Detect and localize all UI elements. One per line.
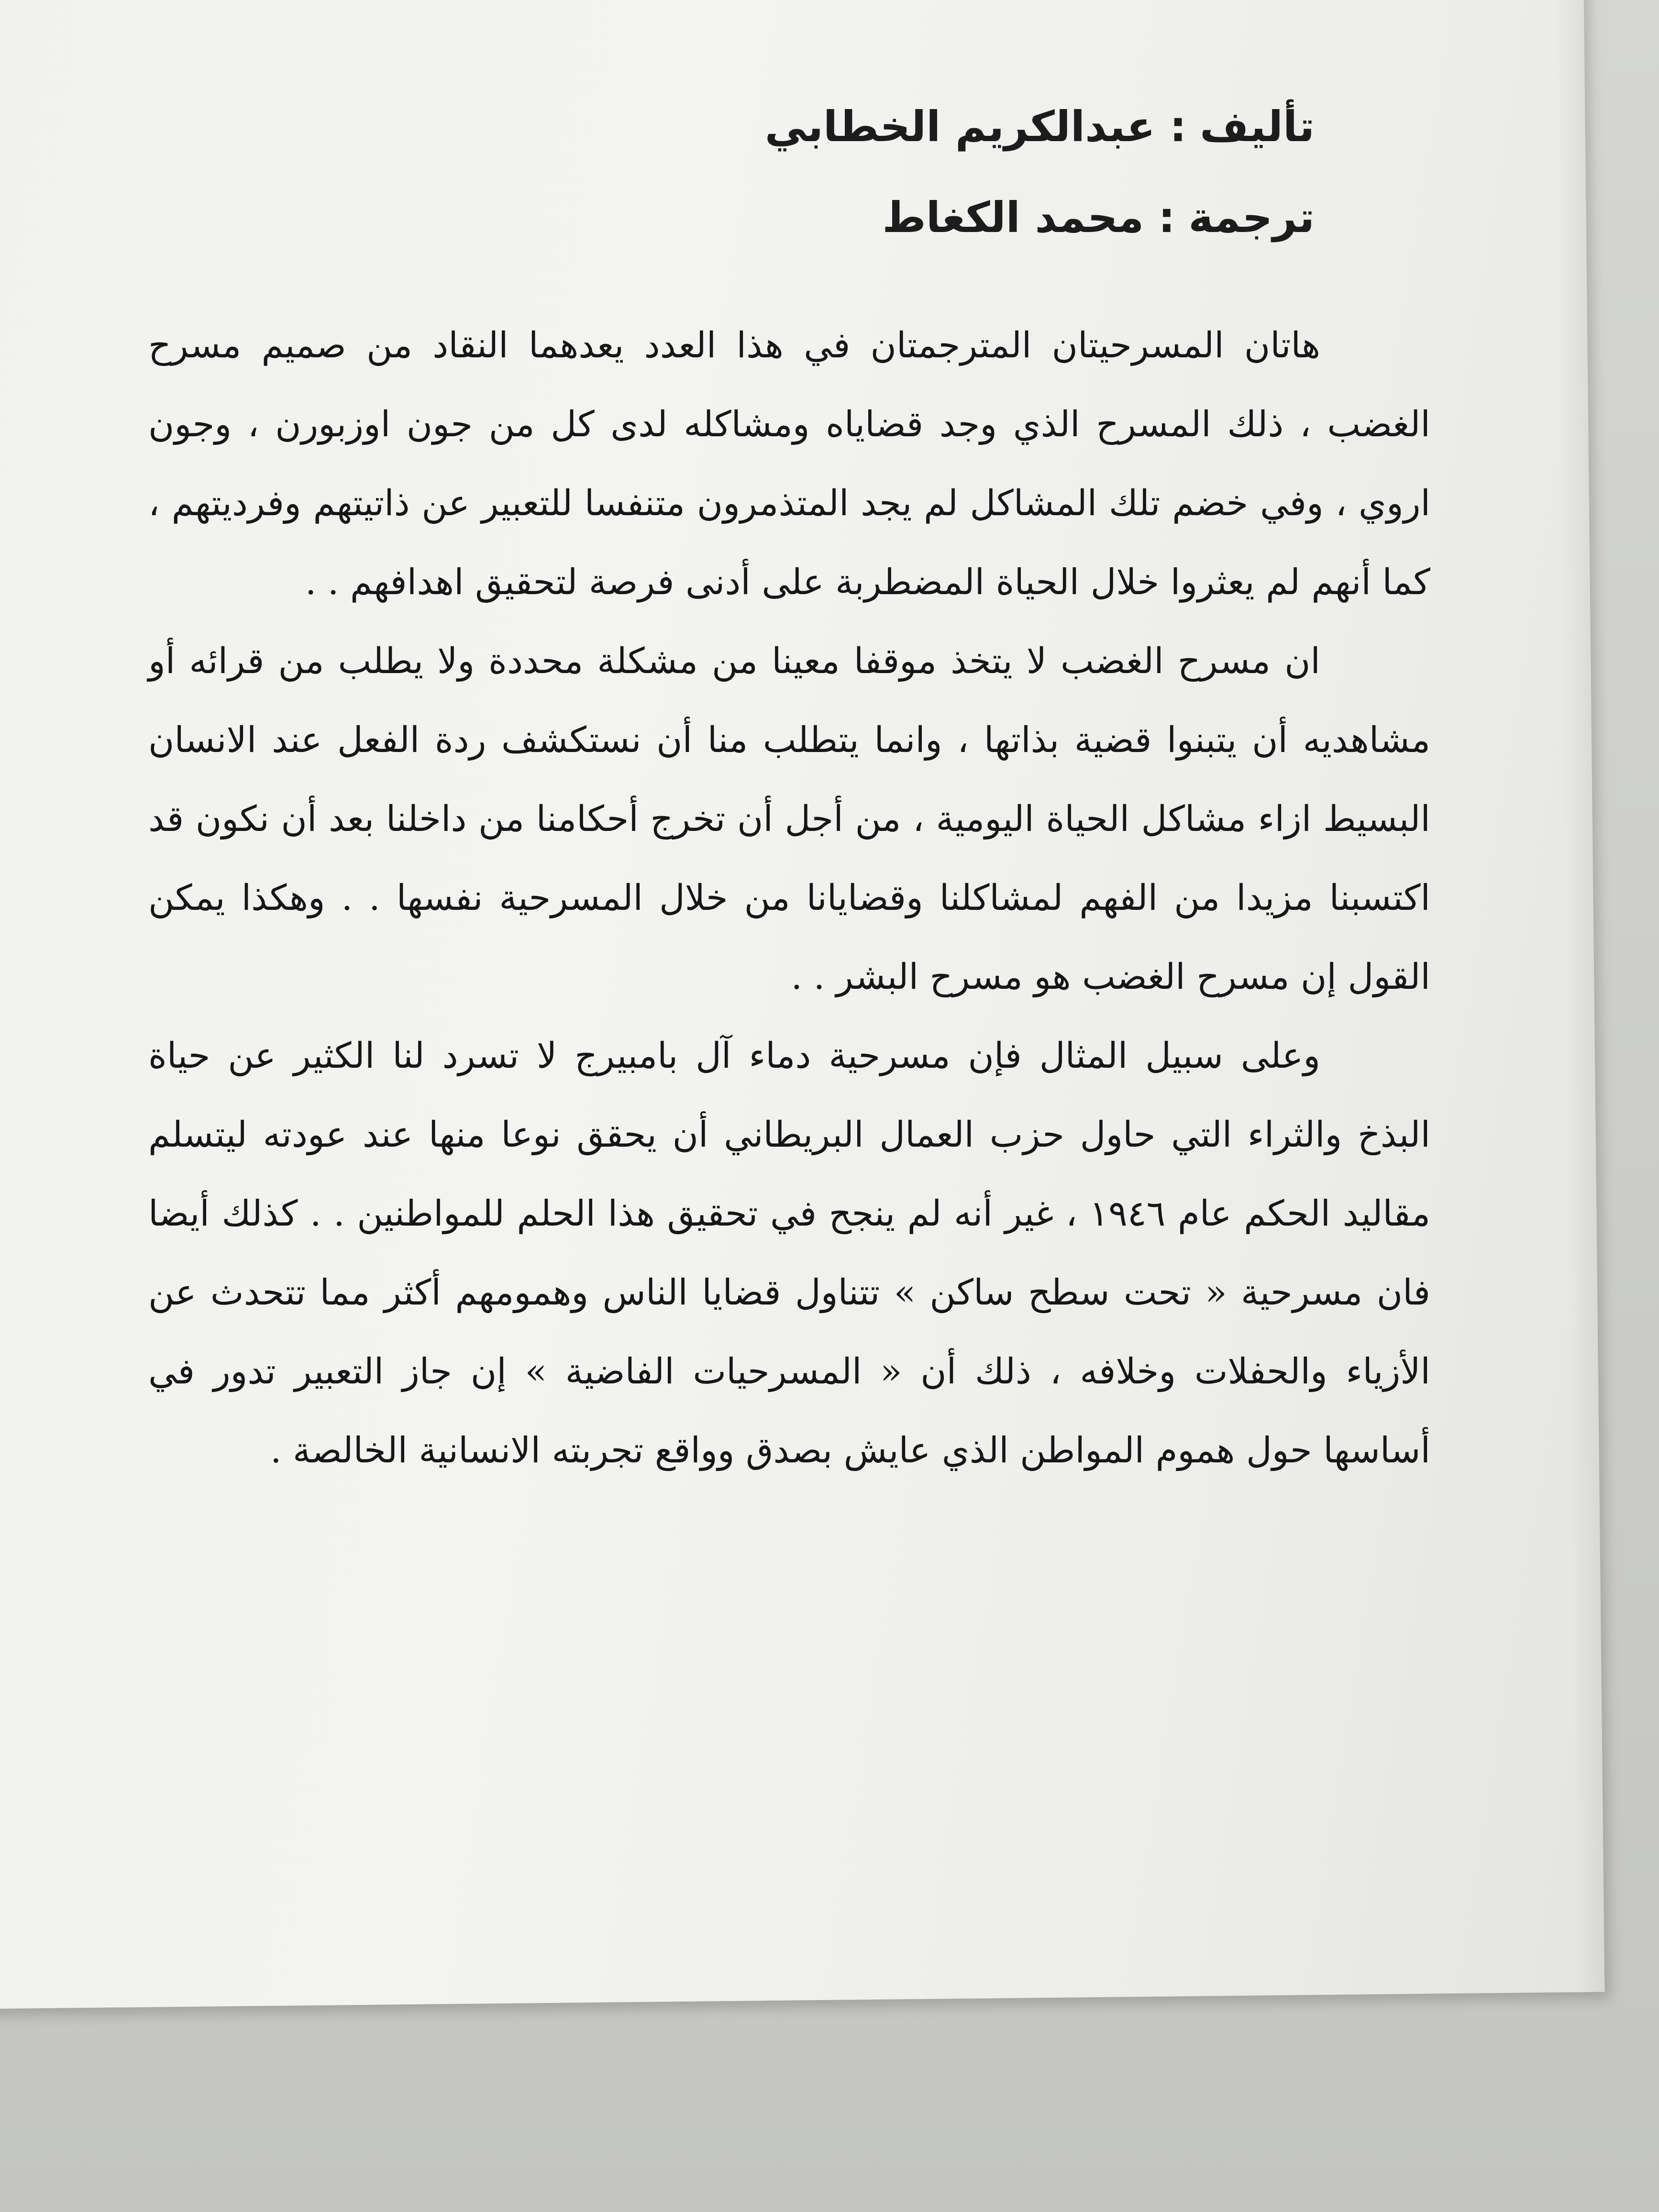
author-label: تأليف: [1200, 102, 1315, 151]
translator-name: محمد الكغاط: [882, 193, 1144, 242]
author-name: عبدالكريم الخطابي: [764, 102, 1155, 151]
credits-block: [549, 81, 1315, 263]
translator-label: ترجمة: [1188, 193, 1315, 242]
paragraph-3: وعلى سبيل المثال فإن مسرحية دماء آل بامبيرج لا تسرد لنا الكثير عن حياة البذخ والثراء التي حاول حزب العمال البريطاني أن يحقق نوعا منها عند عودته ليتسلم مقاليد الحكم عام ١٩٤٦ ، غير أنه لم ينجح في تحقيق هذا الحلم للمواطنين . . كذلك أيضا فان مسرحية « تحت سطح ساكن » تتناول قضايا الناس وهمومهم أكثر مما تتحدث عن الأزياء والحفلات وخلافه ، ذلك أن « المسرحيات الفاضية » إن جاز التعبير تدور في أساسها حول هموم المواطن الذي عايش بصدق وواقع تجربته الانسانية الخالصة .: [148, 1035, 1430, 1471]
credit-separator: :: [1169, 102, 1187, 151]
paragraph-1: هاتان المسرحيتان المترجمتان في هذا العدد يعدهما النقاد من صميم مسرح الغضب ، ذلك المسرح الذي وجد قضاياه ومشاكله لدى كل من جون اوزبورن ، وجون اروي ، وفي خضم تلك المشاكل لم يجد المتذمرون متنفسا للتعبير عن ذاتيتهم وفرديتهم ، كما أنهم لم يعثروا خلال الحياة المضطربة على أدنى فرصة لتحقيق اهدافهم . .: [148, 325, 1430, 603]
translator-credit: [549, 172, 1315, 263]
paragraph-2: ان مسرح الغضب لا يتخذ موقفا معينا من مشكلة محددة ولا يطلب من قرائه أو مشاهديه أن يتبنوا قضية بذاتها ، وانما يتطلب منا أن نستكشف ردة الفعل عند الانسان البسيط ازاء مشاكل الحياة اليومية ، من أجل أن تخرج أحكامنا من داخلنا بعد أن نكون قد اكتسبنا مزيدا من الفهم لمشاكلنا وقضايانا من خلال المسرحية نفسها . . وهكذا يمكن القول إن مسرح الغضب هو مسرح البشر . .: [148, 641, 1430, 997]
author-credit: [549, 81, 1315, 172]
credit-separator: :: [1158, 193, 1175, 242]
body-text: [148, 306, 1430, 1490]
